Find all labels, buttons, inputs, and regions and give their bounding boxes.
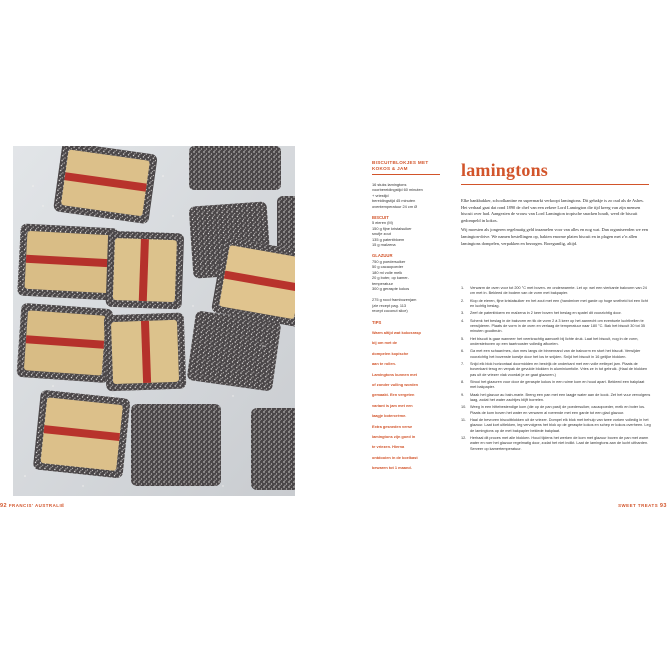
step-number: 1. <box>461 286 465 290</box>
tip-line: aan te rollen. <box>372 361 396 367</box>
tip-line: te vriezen. Hierna <box>372 444 405 450</box>
ingredient-line: 150 g fijne kristalsuiker <box>372 225 412 231</box>
recipe-step <box>461 380 651 391</box>
step-text: Het biscuit is gaar wanneer het veerkrachtig aanvoelt bij lichte druk. Laat het biscuit, nog in de vorm, ondersteboven op een taartrooster volledig afkoelen. <box>470 336 639 346</box>
step-text: Herhaal dit proces met alle blokken. Houd tijdens het werken de kom met glazuur boven de pan met warm water en roer het glazuur regelmatig door, zodat het niet indikt. Laat de lamingtons aan de lucht uitharden. Serveer op kamertemperatuur. <box>470 436 649 451</box>
step-text: Klop de eieren, fijne kristalsuiker en het zout met een (handmixer met garde op hoge snelheid tot een licht en luchtig beslag. <box>470 298 648 308</box>
step-number: 4. <box>461 318 465 323</box>
lamingtons-photo <box>13 146 295 496</box>
tip-line: ontdooien in de koelkast <box>372 454 418 460</box>
ingredient-line: 20 g boter, op kamer- <box>372 275 409 281</box>
step-number: 2. <box>461 298 465 303</box>
recipe-step <box>461 311 651 316</box>
tip-line: dompelen kopische <box>372 350 409 356</box>
step-number: 9. <box>461 392 465 397</box>
step-number: 11. <box>461 418 466 423</box>
lamington-whole <box>189 146 281 190</box>
ingredient-line: 750 g poedersuiker <box>372 258 406 264</box>
tip-line: variant is jam met een <box>372 402 413 408</box>
lamington-cut <box>16 303 113 383</box>
step-text: Maak het glazuur au bain-marie. Breng een pan met een laagje water aan de kook. Zet het vuur vervolgens laag, zodat het water zachtjes blijft borrelen. <box>470 392 651 402</box>
ingredient-line: 180 ml volle melk <box>372 269 403 275</box>
intro-paragraph: Elke bankbakker, schoolkantine en supermarkt verkoopt lamingtons. Dit gebakje is zo oud als de Ashes. Het verhaal gaat dat rond 1890 de chef van een zekere Lord Lamington die tijd kreeg van zijn mensen biscuit over had. Aangezien de vrouw van Lord Lamington tropische snacken houdt, werd de biscuit gedompeld in kokos. <box>461 198 644 223</box>
yield-line: bereidingstijd 45 minuten <box>372 198 416 204</box>
yield-line: 16 stuks lamingtons <box>372 182 407 187</box>
footer-right-label: SWEET TREATS <box>618 503 659 508</box>
tips-list <box>372 330 440 471</box>
step-text: Strooi het glazuren voor door de geraspte kokos in een ruime kom en houd apart. Bekleed een bakplaat met bakpapier. <box>470 380 645 390</box>
ingredient-line: 300 g geraspte kokos <box>372 285 410 291</box>
biscuit-heading: BISCUIT <box>372 215 389 221</box>
title-rule <box>461 184 649 185</box>
recipe-step <box>461 405 651 416</box>
step-text: Zeef de patentbloem en maïzena in 2 keer boven het beslag en spatel dit voorzichtig door. <box>470 311 622 316</box>
step-number: 6. <box>461 349 465 354</box>
ingredients-sidebar <box>372 160 440 471</box>
ingredient-line: recept coconut slice) <box>372 308 408 314</box>
recipe-step <box>461 349 651 360</box>
step-number: 7. <box>461 362 465 367</box>
lamington-cut <box>106 231 185 310</box>
step-number: 5. <box>461 336 465 341</box>
ingredient-line: temperatuur <box>372 280 393 286</box>
step-text: Haal de bevroren biscuitblokken uit de vriezer. Dompel elk blok met behulp van twee vorken volledig in het glazuur. Laat kort uitlekken, leg vervolgens het blok op de geraspte kokos en schep er kokos overheen. Leg de lamingtons op de met bakpapier beklede bakplaat. <box>470 418 651 433</box>
yield-line: + vriestijd <box>372 192 389 198</box>
intro-paragraph: Wij moesten als jongeren regelmatig geld inzamelen voor van alles en nog wat. Dan organiseerden we een lamington-drive. We namen bestellingen op, bakten enorme platen biscuit en in plagen met zʼn allen lamingtons dompelen, verpakken en bezorgen. Boreguntlig, altijd. <box>461 227 648 246</box>
yield-line: voorbereidingstijd 60 minuten <box>372 187 423 193</box>
lamington-cut <box>104 313 187 392</box>
biscuit-ingredients <box>372 220 440 247</box>
step-number: 8. <box>461 380 465 385</box>
recipe-step <box>461 393 651 404</box>
recipe-step <box>461 286 651 297</box>
recipe-step <box>461 436 651 452</box>
page-number-right: 93 <box>659 503 667 509</box>
page-number-left: 92 <box>0 503 8 509</box>
glazuur-heading: GLAZUUR <box>372 253 393 259</box>
recipe-step <box>461 319 651 335</box>
lamington-whole <box>251 408 295 490</box>
ingredient-line: 135 g patentbloem <box>372 236 405 242</box>
ingredient-line: (zie recept pag. 113 <box>372 302 407 308</box>
step-text: Ga met een schaar/mes, dun mes langs de binnenrand van de bakvorm en stort het biscuit. Verwijder voorzichtig het bovenste korstje door het los te snijden. Snijd het biscuit in 16 gelijke blokken. <box>470 349 641 359</box>
footer-left-label: FRANCIS' AUSTRALIË <box>8 503 65 508</box>
lamington-cut <box>17 223 119 300</box>
ingredient-line: snufje zout <box>372 231 391 237</box>
footer-left <box>0 503 65 509</box>
step-number: 12. <box>461 436 467 441</box>
tip-line: Extra gesneden verse <box>372 423 413 429</box>
step-text: Weeg in een hittebestendige kom (die op de pan past) de poedersuiker, cacaopoeder, melk en boter los. Plaats de kom boven het water en verwarm al roerende met een garde tot een glad glazuur. <box>470 405 646 415</box>
tip-line: bewaren tot 1 maand. <box>372 465 412 471</box>
recipe-step <box>461 362 651 378</box>
tip-line: gemaakt. Een vergeten <box>372 392 415 398</box>
footer-right <box>618 503 667 509</box>
step-text: Verwarm de oven voor tot 200 °C met boven- en onderwarmte. Let op: wel een vierkante bakvorm van 24 cm met in. Bekleed de bodem van de vorm met bakpapier. <box>470 286 647 296</box>
tips-heading: TIPS <box>372 319 382 325</box>
ingredient-line: 5 eieren (M) <box>372 220 393 226</box>
tip-line: lamingtons zijn goed in <box>372 434 416 439</box>
yield-info <box>372 182 440 209</box>
sidebar-rule <box>372 174 440 175</box>
lamington-cut <box>53 146 158 224</box>
lamington-whole <box>131 404 221 486</box>
recipe-intro <box>461 198 649 250</box>
recipe-steps <box>461 286 651 454</box>
tip-line: Warm altijd wat kokosrasp <box>372 329 421 335</box>
step-number: 3. <box>461 311 465 316</box>
recipe-title: lamingtons <box>461 160 549 180</box>
step-text: Schenk het beslag in de bakvorm en tik de vorm 2 à 3 keer op het aanrecht om eventuele luchtbellen te verwijderen. Plaats de vorm in de oven en verlaag de temperatuur naar 180 °C. Bak het biscuit 30 tot 35 minuten goudbruin. <box>470 318 646 334</box>
tip-line: of zonder vulling worden <box>372 381 419 387</box>
step-number: 10. <box>461 405 467 410</box>
recipe-step <box>461 299 651 310</box>
lamington-cut <box>211 237 295 327</box>
sidebar-title-line2: KOKOS & JAM <box>372 166 408 171</box>
glazuur-ingredients <box>372 259 440 291</box>
yield-line: oventemperatuur 24 cm Ø <box>372 203 418 209</box>
extra-ingredients <box>372 297 440 313</box>
recipe-step <box>461 337 651 348</box>
step-text: Snijd elk blok horizontaal doormidden en bestrijk de onderkant met een volle eetlepel jam. Plaats de bovenkant terug en verpak de gevulde blokken in aluminiumfolie. Vries ze in tot gebruik. (Haal de blokken pas uit de vriezer vlak voordat je ze gaat glazuren.) <box>470 362 648 377</box>
tip-line: laagje botercrème. <box>372 413 407 419</box>
lamington-whole <box>187 310 282 391</box>
ingredient-line: 15 g maïzena <box>372 242 396 248</box>
sidebar-title-line1: BISCUITBLOKJES MET <box>372 160 429 165</box>
recipe-step <box>461 418 651 434</box>
ingredient-line: 50 g cacaopoeder <box>372 264 404 270</box>
tip-line: bij om met de <box>372 340 398 346</box>
lamington-cut <box>33 390 131 479</box>
tip-line: Lamingtons kunnen met <box>372 371 417 377</box>
ingredient-line: 275 g rood frambozenjam <box>372 297 417 303</box>
